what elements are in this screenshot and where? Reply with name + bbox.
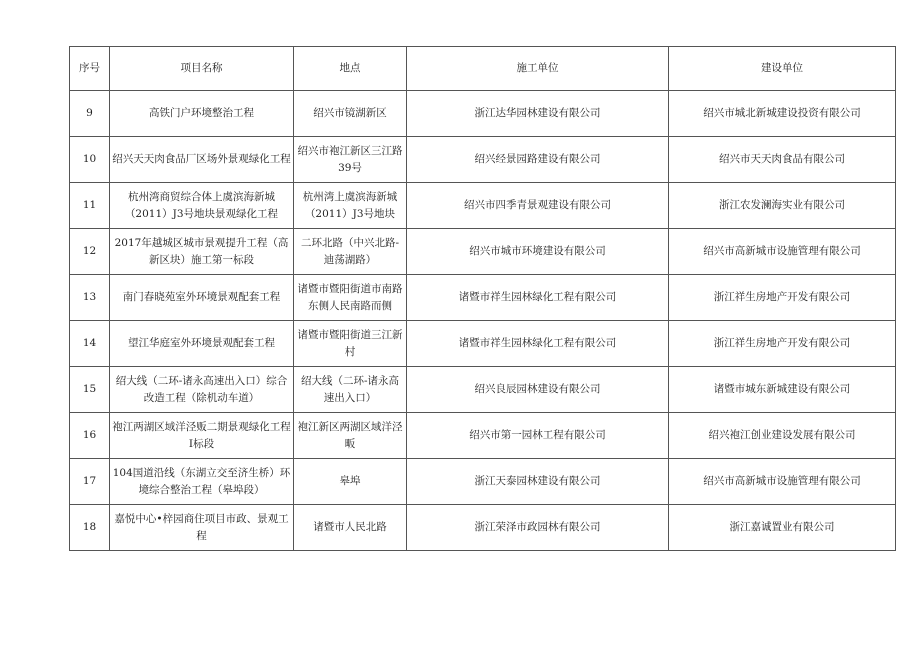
cell-name: 绍大线（二环-诸永高速出入口）综合改造工程（除机动车道） — [110, 367, 294, 413]
header-owner: 建设单位 — [669, 47, 896, 91]
cell-name: 104国道沿线（东湖立交至济生桥）环境综合整治工程（皋埠段） — [110, 459, 294, 505]
cell-contractor: 诸暨市祥生园林绿化工程有限公司 — [407, 275, 669, 321]
project-table — [69, 46, 896, 551]
cell-owner: 绍兴市城北新城建设投资有限公司 — [669, 91, 896, 137]
cell-index: 15 — [70, 367, 110, 413]
cell-location: 绍兴市镜湖新区 — [294, 91, 407, 137]
table-row — [70, 321, 896, 367]
cell-index: 11 — [70, 183, 110, 229]
table-row — [70, 367, 896, 413]
cell-location: 诸暨市暨阳街道三江新村 — [294, 321, 407, 367]
cell-contractor: 绍兴经景园路建设有限公司 — [407, 137, 669, 183]
cell-location: 袍江新区两湖区域洋泾畈 — [294, 413, 407, 459]
cell-location: 皋埠 — [294, 459, 407, 505]
cell-location: 绍大线（二环-诸永高速出入口） — [294, 367, 407, 413]
cell-name: 望江华庭室外环境景观配套工程 — [110, 321, 294, 367]
cell-contractor: 浙江天泰园林建设有限公司 — [407, 459, 669, 505]
cell-contractor: 绍兴市第一园林工程有限公司 — [407, 413, 669, 459]
cell-owner: 浙江嘉诚置业有限公司 — [669, 505, 896, 551]
cell-index: 16 — [70, 413, 110, 459]
cell-contractor: 绍兴市城市环境建设有限公司 — [407, 229, 669, 275]
cell-contractor: 诸暨市祥生园林绿化工程有限公司 — [407, 321, 669, 367]
cell-name: 2017年越城区城市景观提升工程（高新区块）施工第一标段 — [110, 229, 294, 275]
cell-owner: 绍兴市天天肉食品有限公司 — [669, 137, 896, 183]
header-row — [70, 47, 896, 91]
cell-owner: 浙江祥生房地产开发有限公司 — [669, 275, 896, 321]
cell-location: 绍兴市袍江新区三江路39号 — [294, 137, 407, 183]
cell-contractor: 绍兴市四季青景观建设有限公司 — [407, 183, 669, 229]
table-row — [70, 413, 896, 459]
cell-location: 诸暨市暨阳街道市南路东侧人民南路而侧 — [294, 275, 407, 321]
cell-contractor: 绍兴良辰园林建设有限公司 — [407, 367, 669, 413]
cell-location: 二环北路（中兴北路-迪荡湖路） — [294, 229, 407, 275]
table-row — [70, 505, 896, 551]
cell-contractor: 浙江达华园林建设有限公司 — [407, 91, 669, 137]
cell-location: 诸暨市人民北路 — [294, 505, 407, 551]
cell-index: 17 — [70, 459, 110, 505]
cell-name: 绍兴天天肉食品厂区场外景观绿化工程 — [110, 137, 294, 183]
table-row — [70, 229, 896, 275]
cell-name: 嘉悦中心•梓园商住项目市政、景观工程 — [110, 505, 294, 551]
cell-index: 14 — [70, 321, 110, 367]
cell-name: 袍江两湖区域洋泾贩二期景观绿化工程I标段 — [110, 413, 294, 459]
header-location: 地点 — [294, 47, 407, 91]
cell-name: 杭州湾商贸综合体上虞滨海新城（2011）J3号地块景观绿化工程 — [110, 183, 294, 229]
table-row — [70, 91, 896, 137]
cell-contractor: 浙江荣泽市政园林有限公司 — [407, 505, 669, 551]
cell-owner: 浙江祥生房地产开发有限公司 — [669, 321, 896, 367]
cell-index: 9 — [70, 91, 110, 137]
cell-owner: 绍兴市高新城市设施管理有限公司 — [669, 459, 896, 505]
table-row — [70, 183, 896, 229]
cell-location: 杭州湾上虞滨海新城（2011）J3号地块 — [294, 183, 407, 229]
cell-owner: 绍兴市高新城市设施管理有限公司 — [669, 229, 896, 275]
cell-owner: 绍兴袍江创业建设发展有限公司 — [669, 413, 896, 459]
cell-index: 12 — [70, 229, 110, 275]
table-row — [70, 275, 896, 321]
cell-index: 18 — [70, 505, 110, 551]
cell-index: 13 — [70, 275, 110, 321]
cell-name: 南门春晓苑室外环境景观配套工程 — [110, 275, 294, 321]
cell-index: 10 — [70, 137, 110, 183]
header-index: 序号 — [70, 47, 110, 91]
table-row — [70, 459, 896, 505]
table-row — [70, 137, 896, 183]
header-name: 项目名称 — [110, 47, 294, 91]
cell-name: 高铁门户环境整治工程 — [110, 91, 294, 137]
header-contractor: 施工单位 — [407, 47, 669, 91]
cell-owner: 浙江农发澜海实业有限公司 — [669, 183, 896, 229]
cell-owner: 诸暨市城东新城建设有限公司 — [669, 367, 896, 413]
